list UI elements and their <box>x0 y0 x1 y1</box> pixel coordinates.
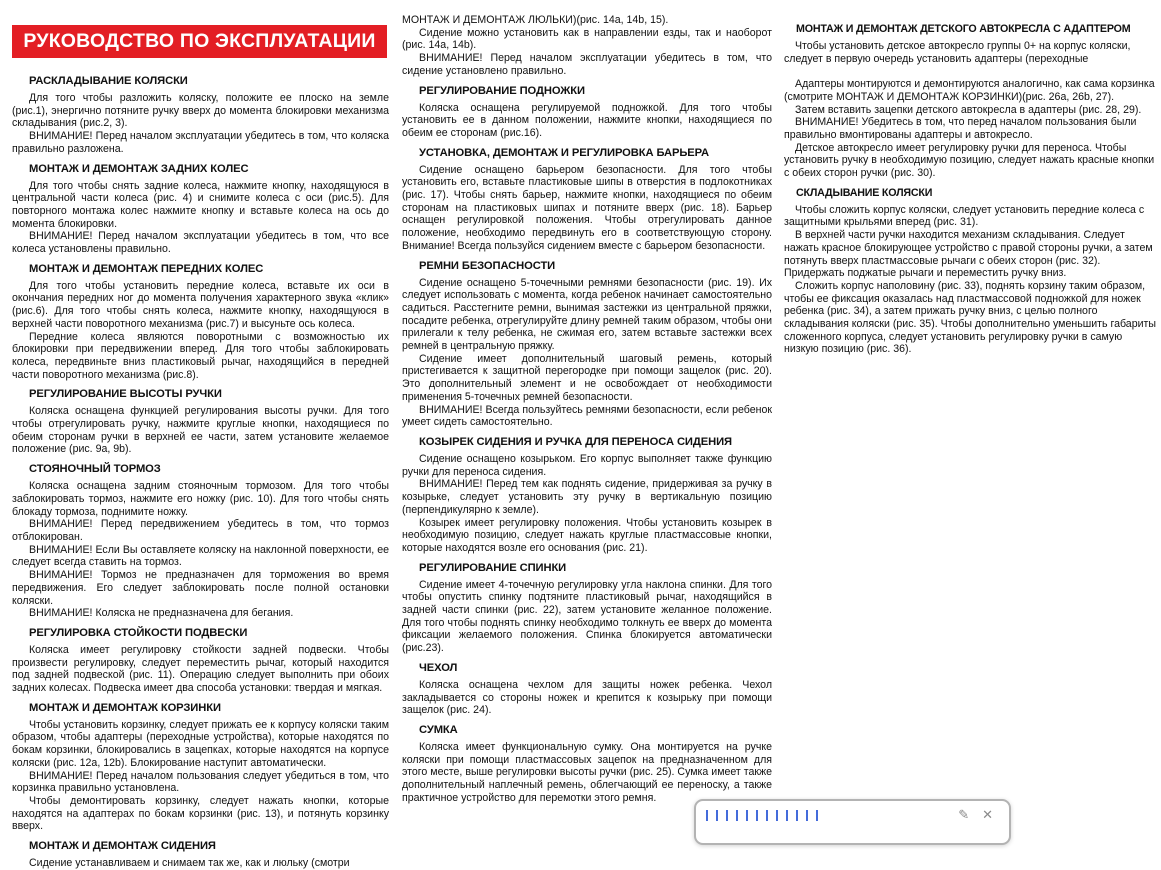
paragraph: Затем вставить зацепки детского автокресла в адаптеры (рис. 28, 29). <box>795 103 1142 116</box>
section-heading: МОНТАЖ И ДЕМОНТАЖ ДЕТСКОГО АВТОКРЕСЛА С АДАПТЕРОМ <box>796 23 1131 35</box>
paragraph: ВНИМАНИЕ! Перед передвижением убедитесь в том, что тормоз отблокирован. <box>12 518 389 543</box>
paragraph: Для того чтобы разложить коляску, положите ее плоско на земле (рис.1), энергично потяните ручку вверх до момента блокировки механизма складывания (рис.2, 3). <box>12 92 389 130</box>
section-heading: МОНТАЖ И ДЕМОНТАЖ ПЕРЕДНИХ КОЛЕС <box>29 262 264 275</box>
paragraph: ВНИМАНИЕ! Перед тем как поднять сидение, придерживая за ручку в козырьке, следует установить эту ручку в вертикальную позицию (перпендикулярно к земле). <box>402 478 772 516</box>
paragraph: ВНИМАНИЕ! Убедитесь в том, что перед началом пользования были правильно вмонтированы адаптеры и автокресло. <box>784 116 1137 141</box>
paragraph: ВНИМАНИЕ! Перед началом эксплуатации убедитесь в том, что все колеса установлены правильно. <box>12 230 389 256</box>
column-middle <box>402 14 772 804</box>
paragraph: Для того чтобы установить передние колеса, вставьте их оси в окончания передних ног до момента получения характерного звука «клик» (рис.6). Для того чтобы снять колеса, нажмите кнопку, находящуюся в верхней части поворотного механизма (рис.7) и высуньте ось колеса. <box>12 279 389 330</box>
paragraph: Сидение оснащено 5-точечными ремнями безопасности (рис. 19). Их следует использовать с момента, когда ребенок начинает самостоятельно садиться. Расстегните ремни, вынимая застежки из центральной пряжки, посадите ребенка, отрегулируйте длину ремней таким образом, чтобы они прилегали к телу ребенка, не сжимая его, затем вставьте застежки всех ремней в центральную пряжку. <box>402 276 772 353</box>
paragraph: ВНИМАНИЕ! Если Вы оставляете коляску на наклонной поверхности, ее следует всегда ставить на тормоз. <box>12 543 389 569</box>
close-icon[interactable]: ✕ <box>982 807 993 822</box>
paragraph: ВНИМАНИЕ! Тормоз не предназначен для торможения во время передвижения. Его следует заблокировать после полной остановки коляски. <box>12 569 389 607</box>
paragraph: Для того чтобы снять задние колеса, нажмите кнопку, находящуюся в центральной части колеса (рис. 4) и снимите колеса с оси (рис.5). Для повторного монтажа колес нажмите кнопку и вставьте колеса на ось до момента блокировки. <box>12 179 389 230</box>
paragraph: Сидение имеет 4-точечную регулировку угла наклона спинки. Для того чтобы опустить спинку подтяните пластиковый рычаг, находящийся в задней части спинки (рис. 22), затем установите желанное положение. Для того чтобы поднять спинку необходимо толкнуть ее вверх до момента фиксации желаемого положения. Спинка блокируется автоматически (рис.23). <box>402 578 772 655</box>
section-heading: РЕГУЛИРОВАНИЕ СПИНКИ <box>419 561 567 574</box>
section-heading: РЕГУЛИРОВКА СТОЙКОСТИ ПОДВЕСКИ <box>29 626 248 639</box>
paragraph: Сидение оснащено барьером безопасности. Для того чтобы установить его, вставьте пластиковые шипы в отверстия в подлокотниках (рис. 17). Чтобы снять барьер, нажмите кнопки, находящиеся по обеим сторонам на пластиковых шипах и потяните вверх (рис. 18). Барьер оснащен регулировкой положения. Чтобы отрегулировать данное положение, необходимо передвинуть его в соответствующую сторону. Внимание! Всегда пользуйся сидением вместе с барьером безопасности. <box>402 163 772 252</box>
page-title: РУКОВОДСТВО ПО ЭКСПЛУАТАЦИИ <box>23 30 376 52</box>
column-right <box>784 16 1156 356</box>
paragraph: ВНИМАНИЕ! Перед началом эксплуатации убедитесь в том, что сидение установлено правильно. <box>402 52 772 77</box>
paragraph: Чтобы установить корзинку, следует прижать ее к корпусу коляски таким образом, чтобы адаптеры (переходные устройства), которые находятся по бокам корзинки, блокировались в зацепках, которые находятся на корпусе коляски (рис. 12a, 12b). Блокирование наступит автоматически. <box>12 718 389 769</box>
paragraph: Коляска оснащена задним стояночным тормозом. Для того чтобы заблокировать тормоз, нажмите его ножку (рис. 10). Для того чтобы снять блокаду тормоза, поднимите ножку. <box>12 480 389 518</box>
title-banner <box>12 25 387 58</box>
paragraph: Коляска имеет функциональную сумку. Она монтируется на ручке коляски при помощи пластмассовых зацепок на предназначенном для этого месте, выше регулировки высоты ручки (рис. 25). Сумка имеет также дополнительный наплечный ремень, облегчающий ее переноску, а также практичное устройство для перемотки этого ремня. <box>402 740 772 804</box>
paragraph: Коляска оснащена функцией регулирования высоты ручки. Для того чтобы отрегулировать ручку, нажмите круглые кнопки, находящиеся по обеим сторонам ручки в верхней ее части, затем установите желаемое положение (рис. 9a, 9b). <box>12 405 389 456</box>
section-heading: СУМКА <box>419 723 458 736</box>
paragraph: Коляска оснащена чехлом для защиты ножек ребенка. Чехол закладывается со стороны ножек и крепится к козырьку при помощи защелок (рис. 24). <box>402 678 772 717</box>
paragraph: Чтобы демонтировать корзинку, следует нажать кнопки, которые находятся на адаптерах по бокам корзинки (рис. 13), и потянуть корзинку вверх. <box>12 794 389 833</box>
popup-icon-group <box>958 808 997 822</box>
section-heading: СТОЯНОЧНЫЙ ТОРМОЗ <box>29 463 161 476</box>
paragraph: МОНТАЖ И ДЕМОНТАЖ ЛЮЛЬКИ)(рис. 14a, 14b, 15). <box>402 14 669 26</box>
paragraph: Сидение оснащено козырьком. Его корпус выполняет также функцию ручки для переноса сидения. <box>402 452 772 478</box>
paragraph: Сидение устанавливаем и снимаем так же, как и люльку (смотри <box>29 857 350 870</box>
paragraph: ВНИМАНИЕ! Перед началом эксплуатации убедитесь в том, что коляска правильно разложена. <box>12 130 389 155</box>
section-heading: РЕГУЛИРОВАНИЕ ПОДНОЖКИ <box>419 84 585 97</box>
selection-popup[interactable] <box>694 799 1011 845</box>
paragraph: Коляска имеет регулировку стойкости задней подвески. Чтобы произвести регулировку, следует переместить рычаг, который находится под задней подвеской (рис. 11). Операцию следует выполнить при обоих задних колесах. Подвеска имеет два способа установки: твердая и мягкая. <box>12 643 389 695</box>
paragraph: ВНИМАНИЕ! Коляска не предназначена для бегания. <box>29 607 294 620</box>
paragraph: Сложить корпус наполовину (рис. 33), поднять корзину таким образом, чтобы ее фиксация оказалась над пластмассовой подножкой для ножек ребенка (рис. 34), а затем прижать ручку вниз, с целью полного складывания коляски (рис. 35). Чтобы дополнительно уменьшить габариты сложенного корпуса, следует установить регулировку ручки в самую низкую позицию (рис. 36). <box>784 279 1156 356</box>
column-left <box>12 24 389 870</box>
paragraph: Чтобы сложить корпус коляски, следует установить передние колеса с защитными крыльями вперед (рис. 31). <box>784 203 1145 229</box>
paragraph: Чтобы установить детское автокресло группы 0+ на корпус коляски, следует в первую очередь установить адаптеры (переходные <box>784 40 1131 65</box>
section-heading: ЧЕХОЛ <box>419 661 458 674</box>
paragraph: ВНИМАНИЕ! Всегда пользуйтесь ремнями безопасности, если ребенок умеет сидеть самостоятельно. <box>402 403 772 429</box>
section-heading: РЕГУЛИРОВАНИЕ ВЫСОТЫ РУЧКИ <box>29 388 222 401</box>
section-heading: УСТАНОВКА, ДЕМОНТАЖ И РЕГУЛИРОВКА БАРЬЕРА <box>419 146 709 159</box>
paragraph: Козырек имеет регулировку положения. Чтобы установить козырек в необходимую позицию, следует нажать круглые пластмассовые кнопки, которые находятся возле его основания (рис. 21). <box>402 516 772 554</box>
section-heading: РАСКЛАДЫВАНИЕ КОЛЯСКИ <box>29 75 188 87</box>
section-heading: МОНТАЖ И ДЕМОНТАЖ КОРЗИНКИ <box>29 701 221 714</box>
paragraph: ВНИМАНИЕ! Перед началом пользования следует убедиться в том, что корзинка правильно установлена. <box>12 769 389 795</box>
action-icon[interactable]: ✎ <box>958 807 970 822</box>
section-heading: МОНТАЖ И ДЕМОНТАЖ СИДЕНИЯ <box>29 840 216 853</box>
paragraph: Сидение можно установить как в направлении езды, так и наоборот (рис. 14a, 14b). <box>402 26 772 52</box>
section-heading: РЕМНИ БЕЗОПАСНОСТИ <box>419 259 556 272</box>
paragraph: Сидение имеет дополнительный шаговый ремень, который пристегивается к защитной перегородке при помощи защелок (рис. 20). Это дополнительный элемент и не освобождает от необходимости применения 5-точечных ремней безопасности. <box>402 352 772 403</box>
paragraph: В верхней части ручки находится механизм складывания. Следует нажать красное блокирующее устройство с правой стороны ручки, а затем потянуть вверх пластмассовые рычаги с обеих сторон (рис. 32). Придержать поджатые рычаги и переместить ручку вниз. <box>784 229 1153 280</box>
clipped-link-text[interactable] <box>706 810 822 821</box>
paragraph: Детское автокресло имеет регулировку ручки для переноса. Чтобы установить ручку в необходимую позицию, следует нажать красные кнопки с обеих сторон ручки (рис. 30). <box>784 141 1155 180</box>
paragraph: Коляска оснащена регулируемой подножкой. Для того чтобы установить ее в данном положении, нажмите кнопки, находящиеся по обеим ее сторонам (рис.16). <box>402 101 772 139</box>
section-heading: КОЗЫРЕК СИДЕНИЯ И РУЧКА ДЛЯ ПЕРЕНОСА СИДЕНИЯ <box>419 435 732 448</box>
section-heading: МОНТАЖ И ДЕМОНТАЖ ЗАДНИХ КОЛЕС <box>29 162 249 175</box>
paragraph: Передние колеса являются поворотными с возможностью их блокировки при передвижении вперед. Для того чтобы заблокировать колеса, передвиньте вниз пластиковый рычаг, находящийся в передней части поворотного механизма (рис.8). <box>12 330 389 381</box>
paragraph: Адаптеры монтируются и демонтируются аналогично, как сама корзинка (смотрите МОНТАЖ И ДЕМОНТАЖ КОРЗИНКИ)(рис. 26a, 26b, 27). <box>784 78 1155 103</box>
section-heading: СКЛАДЫВАНИЕ КОЛЯСКИ <box>796 186 933 199</box>
